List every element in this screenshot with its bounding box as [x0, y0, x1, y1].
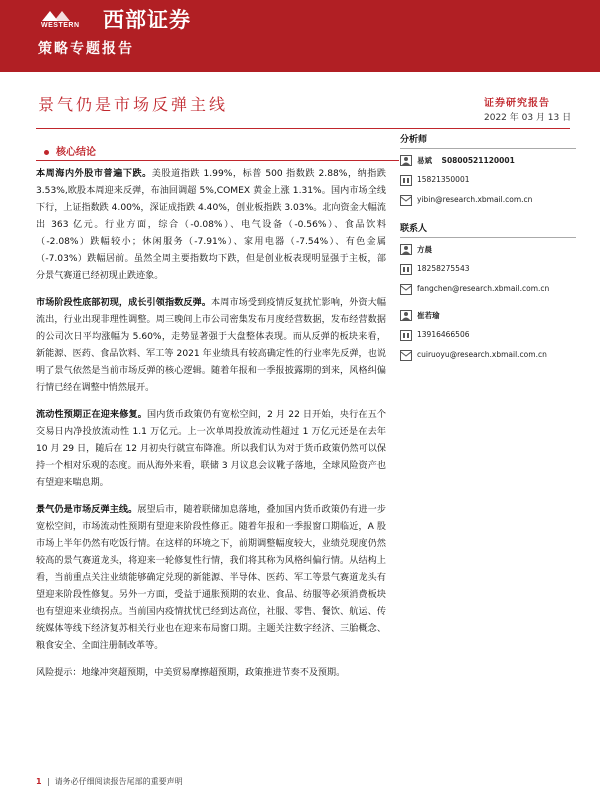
phone-icon: [400, 264, 412, 275]
paragraph-body: 国内货币政策仍有宽松空间，2 月 22 日开始，央行在五个交易日内净投放流动性 1.1 万亿元。上一次单周投放流动性超过 1 万亿元还是在去年 10 月 29 日，随后在 12 月初央行就宣布降准。所以我们认为对于货币政策仍然可以保持一个相对乐观的态度。而从海外来看，联储 3 月议息会议靴子落地，全球风险资产也有望迎来喘息期。: [36, 410, 386, 488]
phone-icon: [400, 175, 412, 186]
email-icon: [400, 195, 412, 206]
phone-icon: [400, 330, 412, 341]
paragraph-lead: 本周海内外股市普遍下跌。: [36, 169, 152, 179]
footer-separator: [48, 778, 49, 786]
contact-phone: 13916466506: [417, 330, 470, 339]
paragraph: [36, 502, 386, 655]
paragraph: [36, 166, 386, 285]
page-footer: [36, 776, 183, 787]
paragraph-body: 本周市场受到疫情反复扰忙影响，外资大幅流出，行业出现非理性调整。周三晚间上市公司密集发布月度经营数据，发布经营数据的公司次日平均涨幅为 5.60%，走势显著强于大盘整体表现。而从反弹的板块来看，新能源、医药、食品饮料、军工等 2021 年业绩具有较高确定性的行业率先反弹，也说明了景气依然是当前市场反弹的核心逻辑。随着年报和一季报披露期的到来，风格纠偏行情已经在调整中悄然展开。: [36, 298, 386, 393]
main-body: [36, 166, 386, 692]
section-divider: [36, 160, 399, 161]
paragraph: [36, 295, 386, 397]
analyst-email[interactable]: yibin@research.xbmail.com.cn: [417, 195, 533, 204]
brand-name: 西部证券: [103, 8, 191, 32]
analyst-name-license: [417, 155, 515, 166]
contact-card: [400, 308, 576, 374]
bullet-icon: [44, 150, 49, 155]
person-icon: [400, 244, 412, 255]
contact-name: 崔若瑜: [417, 311, 440, 320]
email-icon: [400, 350, 412, 361]
contact-phone: 18258275543: [417, 264, 470, 273]
risk-warning: [36, 665, 386, 682]
logo-text: WESTERN: [41, 22, 80, 29]
title-divider: [36, 128, 570, 129]
analyst-card: [400, 153, 576, 219]
sidebar-divider: [400, 237, 576, 238]
core-conclusion-heading: [44, 143, 96, 158]
contact-email[interactable]: fangchen@research.xbmail.com.cn: [417, 284, 550, 293]
contact-name: 方晨: [417, 245, 432, 254]
paragraph-body: 风险提示：地缘冲突超预期，中美贸易摩擦超预期，政策推进节奏不及预期。: [36, 668, 346, 678]
sidebar-divider: [400, 148, 576, 149]
header-banner: [0, 0, 600, 72]
contact-card: [400, 242, 576, 308]
paragraph-body: 展望后市，随着联储加息落地，叠加国内货币政策仍有进一步宽松空间，市场流动性预期有望迎来阶段性修正。随着年报和一季报窗口期临近，A 股市场上半年仍然有吃饭行情。在这样的环境之下，前期调整幅度较大，业绩兑现度仍然较高的景气赛道龙头，将迎来一轮修复性行情，我们将其称为风格纠偏行情。从结构上看，当前重点关注业绩能够确定兑现的新能源、半导体、医药、军工等景气赛道龙头有望迎来阶段性修复。另外一方面，受益于通胀预期的农业、食品、纺服等必须消费板块也有望迎来业绩拐点。当前国内疫情扰忧已经到达高位，社服、零售、餐饮、航运、传统媒体等线下经济复苏相关行业也在迎来布局窗口期。主题关注数字经济、三胎概念、粮食安全、全面注册制改革等。: [36, 505, 386, 651]
document-type: 证券研究报告: [484, 98, 550, 109]
analyst-license: S0800521120001: [441, 156, 515, 165]
report-series-label: 策略专题报告: [38, 41, 134, 57]
report-title: 景气仍是市场反弹主线: [38, 95, 229, 114]
paragraph: [36, 407, 386, 492]
page-number: 1: [36, 777, 42, 786]
contact-email[interactable]: cuiruoyu@research.xbmail.com.cn: [417, 350, 547, 359]
section-heading-text: 核心结论: [56, 147, 96, 158]
paragraph-lead: 景气仍是市场反弹主线。: [36, 505, 138, 515]
author-sidebar: [400, 130, 576, 374]
footer-disclaimer: 请务必仔细阅读报告尾部的重要声明: [54, 777, 183, 786]
paragraph-lead: 流动性预期正在迎来修复。: [36, 410, 147, 420]
analyst-label: 分析师: [400, 135, 428, 145]
person-icon: [400, 310, 412, 321]
analyst-phone: 15821350001: [417, 175, 470, 184]
person-icon: [400, 155, 412, 166]
email-icon: [400, 284, 412, 295]
paragraph-lead: 市场阶段性底部初现，成长引领指数反弹。: [36, 298, 212, 308]
paragraph-body: 美股道指跌 1.99%，标普 500 指数跌 2.88%，纳指跌 3.53%,欧股本周迎来反弹，布油回调超 5%,COMEX 黄金上涨 1.31%。国内市场全线下行，上证指数跌 4.00%，深证成指跌 4.40%，创业板指跌 3.03%。北向资金大幅流出 363 亿元。行业方面，综合（-0.08%）、电气设备（-0.56%）、食品饮料（-2.08%）跌幅较小；休闲服务（-7.91%）、家用电器（-7.54%）、有色金属（-7.03%）跌幅居前。虽然全周主要指数均下跌，但是创业板表现明显强于主板，部分景气赛道已经初现止跌迹象。: [36, 169, 386, 281]
contact-label: 联系人: [400, 224, 428, 234]
analyst-name: 易斌: [417, 156, 432, 165]
report-date: 2022 年 03 月 13 日: [484, 113, 572, 123]
